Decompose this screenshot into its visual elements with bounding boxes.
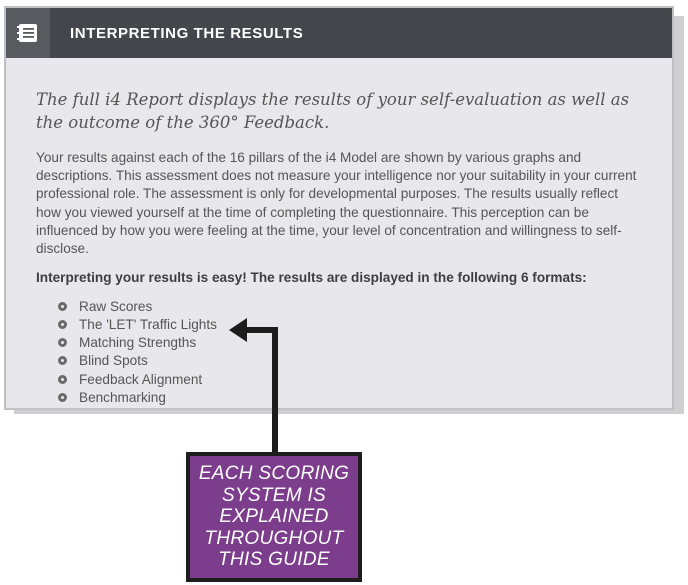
list-item: Feedback Alignment [58,370,642,388]
list-item: The 'LET' Traffic Lights [58,315,642,333]
list-item: Blind Spots [58,352,642,370]
card-title: INTERPRETING THE RESULTS [70,24,304,42]
list-item: Raw Scores [58,297,642,315]
list-item: Matching Strengths [58,334,642,352]
description-paragraph: Your results against each of the 16 pillars of the i4 Model are shown by various graphs and descriptions. This assessment does not measure your intelligence nor your suitability in your current professional role. The assessment is only for developmental purposes. The results usually reflect how you viewed yourself at the time of completing the questionnaire. This perception can be influenced by how you were feeling at the time, your level of concentration and willingness to self-disclose. [36,150,637,257]
lead-text: The full i4 Report displays the results of your self-evaluation as well as the outcome of the 360° Feedback. [36,90,630,132]
list-item: Benchmarking [58,388,642,406]
callout-box [186,452,362,582]
callout-text: EACH SCORING SYSTEM IS EXPLAINED THROUGHOUT THIS GUIDE [198,463,350,571]
formats-intro: Interpreting your results is easy! The results are displayed in the following 6 formats: [36,270,587,286]
